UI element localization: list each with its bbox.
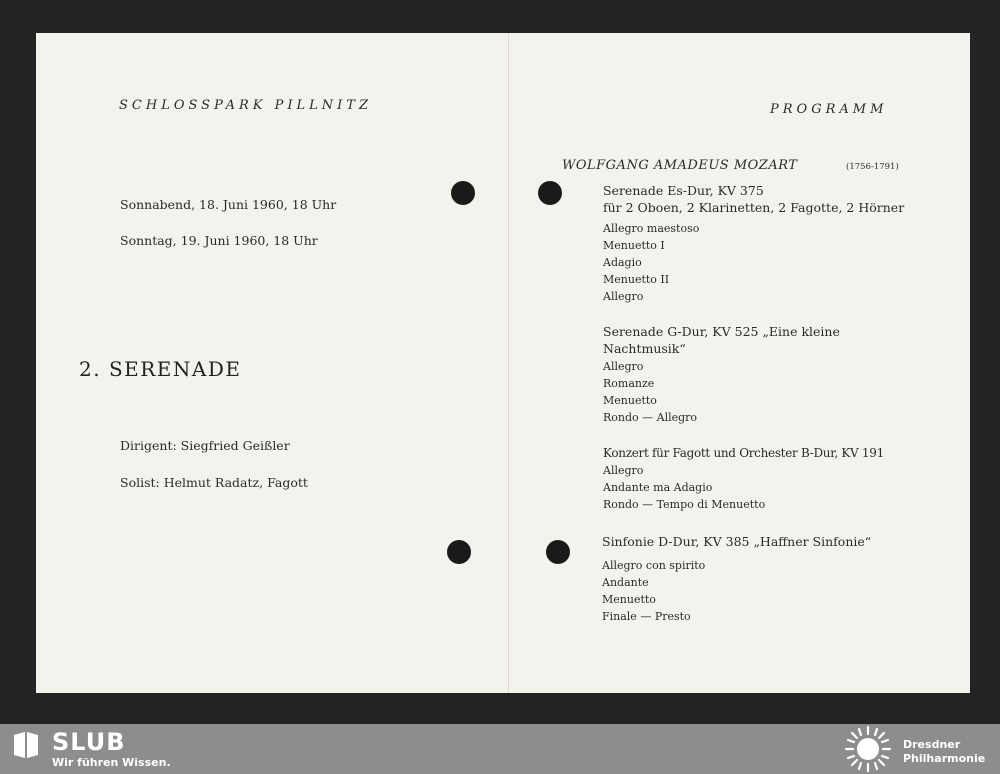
movement: Finale — Presto [602, 610, 691, 623]
partner-name-line-2: Philharmonie [903, 752, 986, 765]
movement: Andante ma Adagio [603, 481, 713, 494]
composer-years: (1756-1791) [846, 162, 899, 172]
movement: Allegro [603, 464, 644, 477]
conductor-line: Dirigent: Siegfried Geißler [120, 438, 290, 453]
performance-date-1: Sonnabend, 18. Juni 1960, 18 Uhr [120, 197, 337, 212]
sunburst-logo-icon [842, 725, 894, 773]
movement: Allegro [603, 290, 644, 303]
movement: Menuetto II [603, 273, 670, 286]
work-subtitle: Nachtmusik“ [603, 341, 686, 356]
movement: Allegro con spirito [602, 559, 706, 572]
book-icon [12, 730, 40, 760]
performance-date-2: Sonntag, 19. Juni 1960, 18 Uhr [120, 233, 318, 248]
movement: Romanze [603, 377, 655, 390]
movement: Rondo — Allegro [603, 411, 698, 424]
punch-hole [451, 181, 475, 205]
partner-name-line-1: Dresdner [903, 738, 961, 751]
movement: Andante [602, 576, 649, 589]
composer-name: WOLFGANG AMADEUS MOZART [562, 158, 798, 173]
page-fold [508, 33, 509, 693]
movement: Rondo — Tempo di Menuetto [603, 498, 766, 511]
work-title: Konzert für Fagott und Orchester B-Dur, KV 191 [603, 446, 884, 460]
movement: Menuetto I [603, 239, 665, 252]
movement: Menuetto [602, 593, 656, 606]
movement: Menuetto [603, 394, 657, 407]
punch-hole [447, 540, 471, 564]
work-title: Serenade Es-Dur, KV 375 [603, 183, 764, 198]
movement: Adagio [603, 256, 642, 269]
movement: Allegro [603, 360, 644, 373]
movement: Allegro maestoso [603, 222, 700, 235]
program-heading: PROGRAMM [770, 102, 888, 117]
punch-hole [546, 540, 570, 564]
punch-hole [538, 181, 562, 205]
library-name: SLUB [52, 728, 126, 756]
library-slogan: Wir führen Wissen. [52, 756, 171, 769]
venue-heading: SCHLOSSPARK PILLNITZ [119, 98, 372, 113]
concert-title: 2. SERENADE [79, 357, 242, 381]
work-subtitle: für 2 Oboen, 2 Klarinetten, 2 Fagotte, 2 Hörner [603, 200, 905, 215]
soloist-line: Solist: Helmut Radatz, Fagott [120, 475, 308, 490]
partner-name [903, 738, 985, 766]
work-title: Serenade G-Dur, KV 525 „Eine kleine [603, 324, 840, 339]
work-title: Sinfonie D-Dur, KV 385 „Haffner Sinfonie“ [602, 534, 872, 549]
